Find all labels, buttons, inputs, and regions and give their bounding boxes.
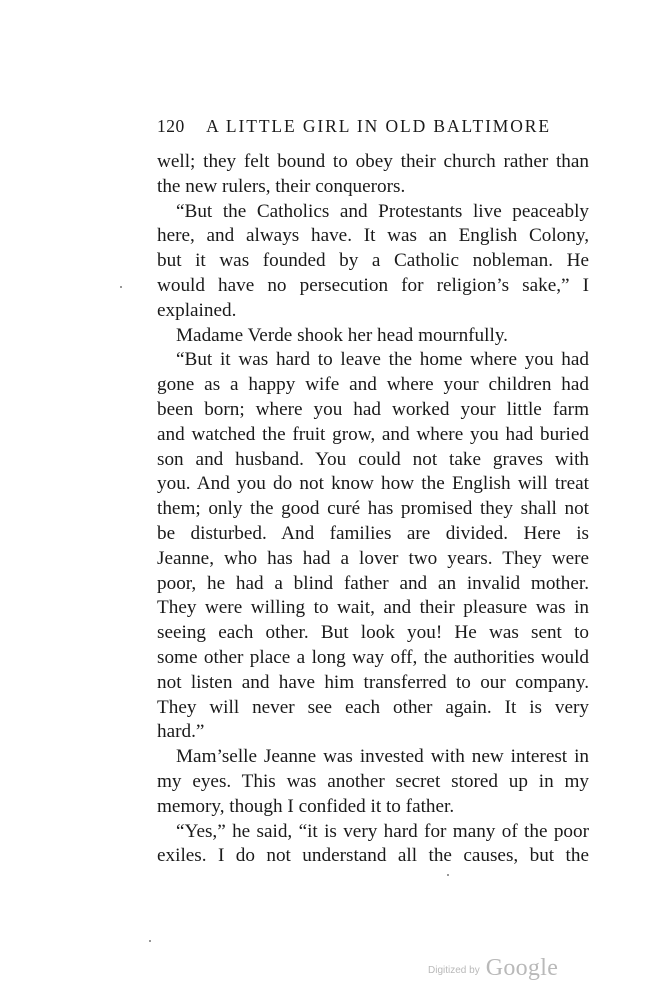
text-line: be disturbed. And families are divided. Here is [157,522,589,544]
text-line: seeing each other. But look you! He was sent to [157,622,589,644]
text-line: gone as a happy wife and where your children had [157,374,589,396]
text-line: “Yes,” he said, “it is very hard for many of the poor [176,820,589,842]
text-line: exiles. I do not understand all the causes, but the [157,845,589,867]
text-line: “But the Catholics and Protestants live peaceably [176,200,589,222]
text-line: memory, though I confided it to father. [157,795,455,817]
text-line: explained. [157,299,237,321]
text-line: not listen and have him transferred to our company. [157,671,589,693]
text-line: “But it was hard to leave the home where you had [176,349,589,371]
text-line: Madame Verde shook her head mournfully. [176,324,508,346]
page-number: 120 [157,116,185,136]
scan-speck [149,940,151,942]
scan-speck [447,874,449,876]
running-head [157,116,597,146]
text-line: but it was founded by a Catholic nobleman. He [157,250,589,272]
text-line: son and husband. You could not take graves with [157,448,589,470]
text-line: They will never see each other again. It is very [157,696,589,718]
text-line: poor, he had a blind father and an invalid mother. [157,572,589,594]
digitized-by-google-watermark [428,955,558,985]
watermark-prefix: Digitized by [428,965,480,976]
running-head-title: A LITTLE GIRL IN OLD BALTIMORE [206,116,551,136]
text-line: They were willing to wait, and their pleasure was in [157,597,589,619]
scan-speck [120,286,122,288]
text-line: would have no persecution for religion’s sake,” I [157,274,589,296]
text-line: Jeanne, who has had a lover two years. They were [157,547,589,569]
google-logo: Google [485,955,559,981]
text-line: some other place a long way off, the authorities would [157,646,589,668]
text-line: been born; where you had worked your little farm [157,398,589,420]
text-line: Mam’selle Jeanne was invested with new interest in [176,746,589,768]
body-text [157,150,589,869]
text-line: my eyes. This was another secret stored up in my [157,770,589,792]
text-line: well; they felt bound to obey their church rather than [157,151,589,172]
text-line: and watched the fruit grow, and where you had buried [157,423,589,445]
text-line: you. And you do not know how the English will treat [157,473,589,495]
text-line: them; only the good curé has promised they shall not [157,498,589,520]
text-line: here, and always have. It was an English Colony, [157,225,589,247]
text-line: the new rulers, their conquerors. [157,175,406,197]
text-line: hard.” [157,721,205,743]
